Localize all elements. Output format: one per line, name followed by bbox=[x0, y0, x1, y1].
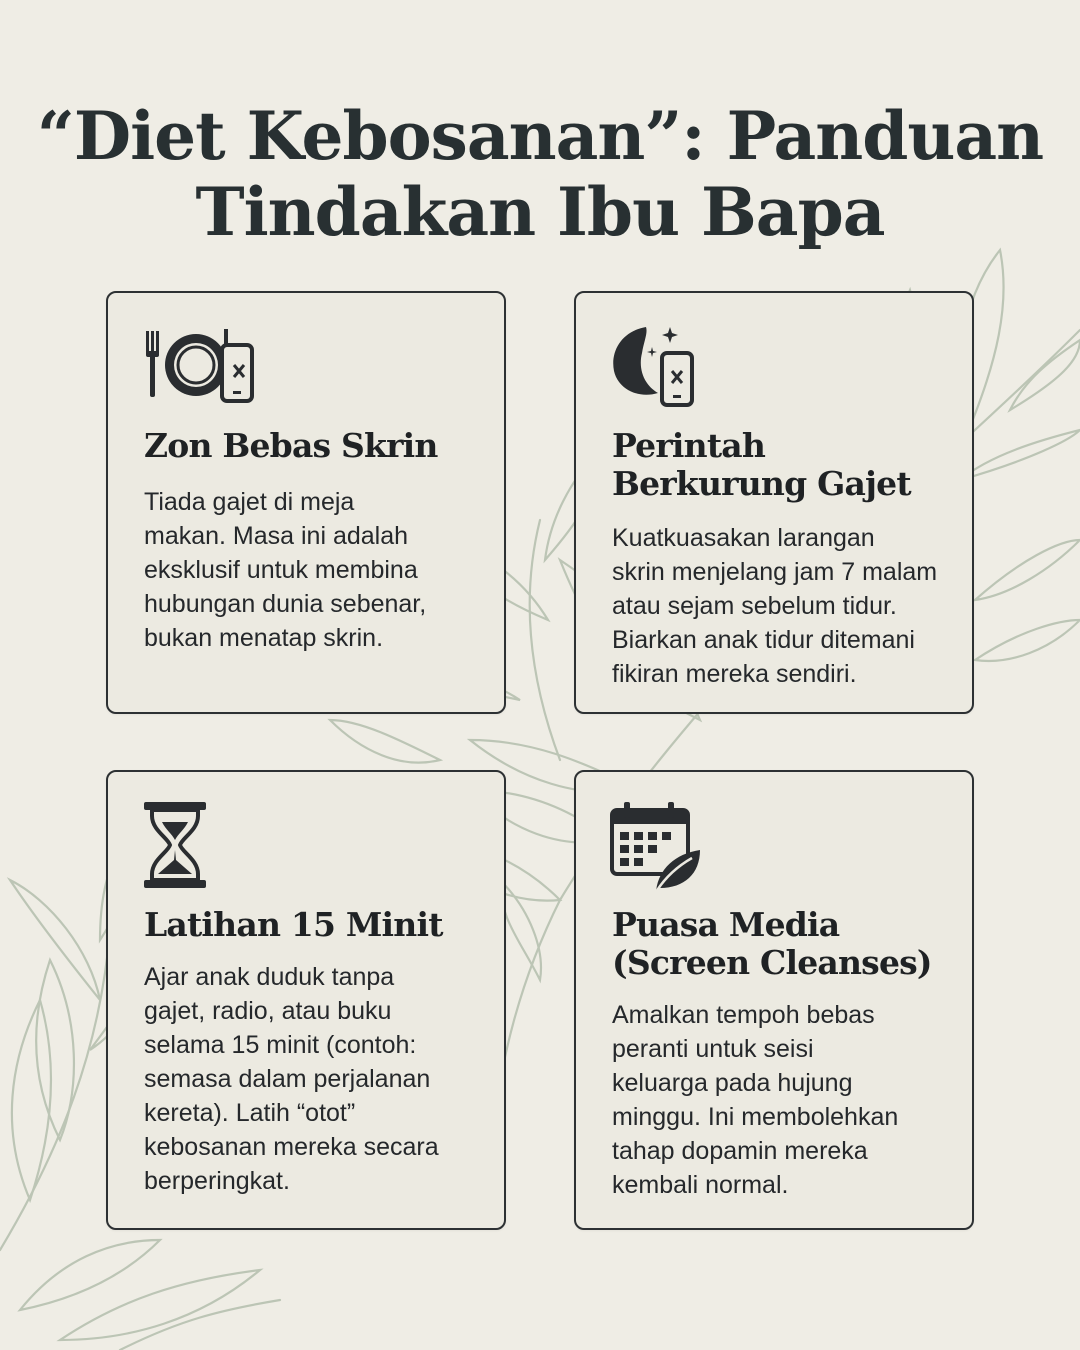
card-title: Zon Bebas Skrin bbox=[144, 426, 438, 465]
card-body: Amalkan tempoh bebas peranti untuk seisi keluarga pada hujung minggu. Ini membolehkan tahap dopamin mereka kembali normal. bbox=[612, 1001, 899, 1199]
card-title: Latihan 15 Minit bbox=[144, 905, 443, 944]
moon-no-phone-icon bbox=[608, 321, 708, 411]
page-title-line-2: Tindakan Ibu Bapa bbox=[195, 173, 885, 251]
card-title: Puasa Media (Screen Cleanses) bbox=[612, 905, 932, 982]
calendar-leaf-icon bbox=[608, 800, 708, 896]
card-body: Tiada gajet di meja makan. Masa ini adalah eksklusif untuk membina hubungan dunia sebenar, bukan menatap skrin. bbox=[144, 488, 427, 652]
dining-no-phone-icon bbox=[140, 321, 270, 411]
card-15-minute-practice bbox=[106, 770, 506, 1230]
card-screen-free-zone bbox=[106, 291, 506, 714]
card-media-fast bbox=[574, 770, 974, 1230]
page-title-line-1: “Diet Kebosanan”: Panduan bbox=[36, 97, 1044, 175]
card-body: Ajar anak duduk tanpa gajet, radio, atau buku selama 15 minit (contoh: semasa dalam perjalanan kereta). Latih “otot” kebosanan mereka secara berperingkat. bbox=[144, 963, 439, 1195]
page-title bbox=[0, 98, 1080, 250]
card-title: Perintah Berkurung Gajet bbox=[612, 426, 911, 503]
card-body: Kuatkuasakan larangan skrin menjelang jam 7 malam atau sejam sebelum tidur. Biarkan anak tidur ditemani fikiran mereka sendiri. bbox=[612, 524, 938, 688]
card-gadget-curfew bbox=[574, 291, 974, 714]
hourglass-icon bbox=[140, 800, 220, 892]
